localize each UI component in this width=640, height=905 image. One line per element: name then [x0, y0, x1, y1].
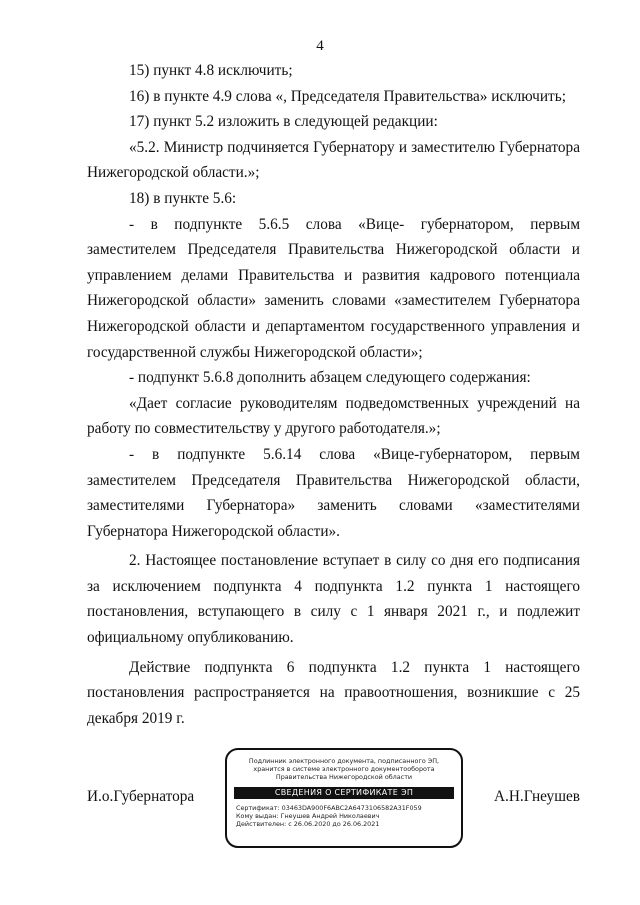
- certificate-owner: Кому выдан: Гнеушев Андрей Николаевич: [236, 812, 380, 820]
- signer-title: И.о.Губернатора: [87, 788, 195, 805]
- paragraph: 15) пункт 4.8 исключить;: [129, 62, 293, 79]
- paragraph: 2. Настоящее постановление вступает в силу со дня его подписания за исключением подпункта 4 подпункта 1.2 пункта 1 настоящего постановления, вступающего в силу с 1 января 2021 г., и подлежит официальному опубликованию.: [87, 552, 580, 647]
- stamp-header: СВЕДЕНИЯ О СЕРТИФИКАТЕ ЭП: [234, 787, 454, 799]
- stamp-notice-line: Подлинник электронного документа, подписанного ЭП,: [248, 757, 440, 765]
- paragraph: 18) в пункте 5.6:: [129, 189, 237, 207]
- electronic-signature-stamp: [225, 748, 463, 848]
- signer-name: А.Н.Гнеушев: [493, 788, 580, 805]
- certificate-validity: Действителен: с 26.06.2020 до 26.06.2021: [236, 820, 380, 828]
- paragraph: «5.2. Министр подчиняется Губернатору и заместителю Губернатора Нижегородской области.»;: [87, 138, 580, 182]
- paragraph: 16) в пункте 4.9 слова «, Председателя Правительства» исключить;: [129, 87, 566, 105]
- document-body: [87, 58, 580, 731]
- stamp-notice: [227, 757, 461, 781]
- paragraph: «Дает согласие руководителям подведомственных учреждений на работу по совместительству у другого работодателя.»;: [87, 394, 580, 438]
- paragraph: - подпункт 5.6.8 дополнить абзацем следующего содержания:: [129, 369, 531, 387]
- stamp-notice-line: Правительства Нижегородской области: [275, 773, 413, 781]
- paragraph: - в подпункте 5.6.14 слова «Вице-губернатором, первым заместителем Председателя Правительства Нижегородской области, заместителями Губернатора» заменить словами «заместителями Губернатора Нижегородской области».: [87, 445, 580, 540]
- stamp-details: [227, 804, 461, 828]
- page-number: 4: [316, 38, 324, 54]
- stamp-notice-line: хранится в системе электронного документооборота: [253, 765, 435, 773]
- paragraph: Действие подпункта 6 подпункта 1.2 пункта 1 настоящего постановления распространяется на правоотношения, возникшие с 25 декабря 2019 г.: [87, 658, 580, 727]
- certificate-number: Сертификат: 03463DA900F6ABC2A6473106582A31F059: [236, 804, 422, 812]
- paragraph: - в подпункте 5.6.5 слова «Вице- губернатором, первым заместителем Председателя Правительства Нижегородской области и управлением делами Правительства и развития кадрового потенциала Нижегородской области» заменить словами «заместителем Губернатора Нижегородской области и департаментом государственного управления и государственной службы Нижегородской области»;: [87, 215, 580, 361]
- paragraph: 17) пункт 5.2 изложить в следующей редакции:: [129, 113, 438, 131]
